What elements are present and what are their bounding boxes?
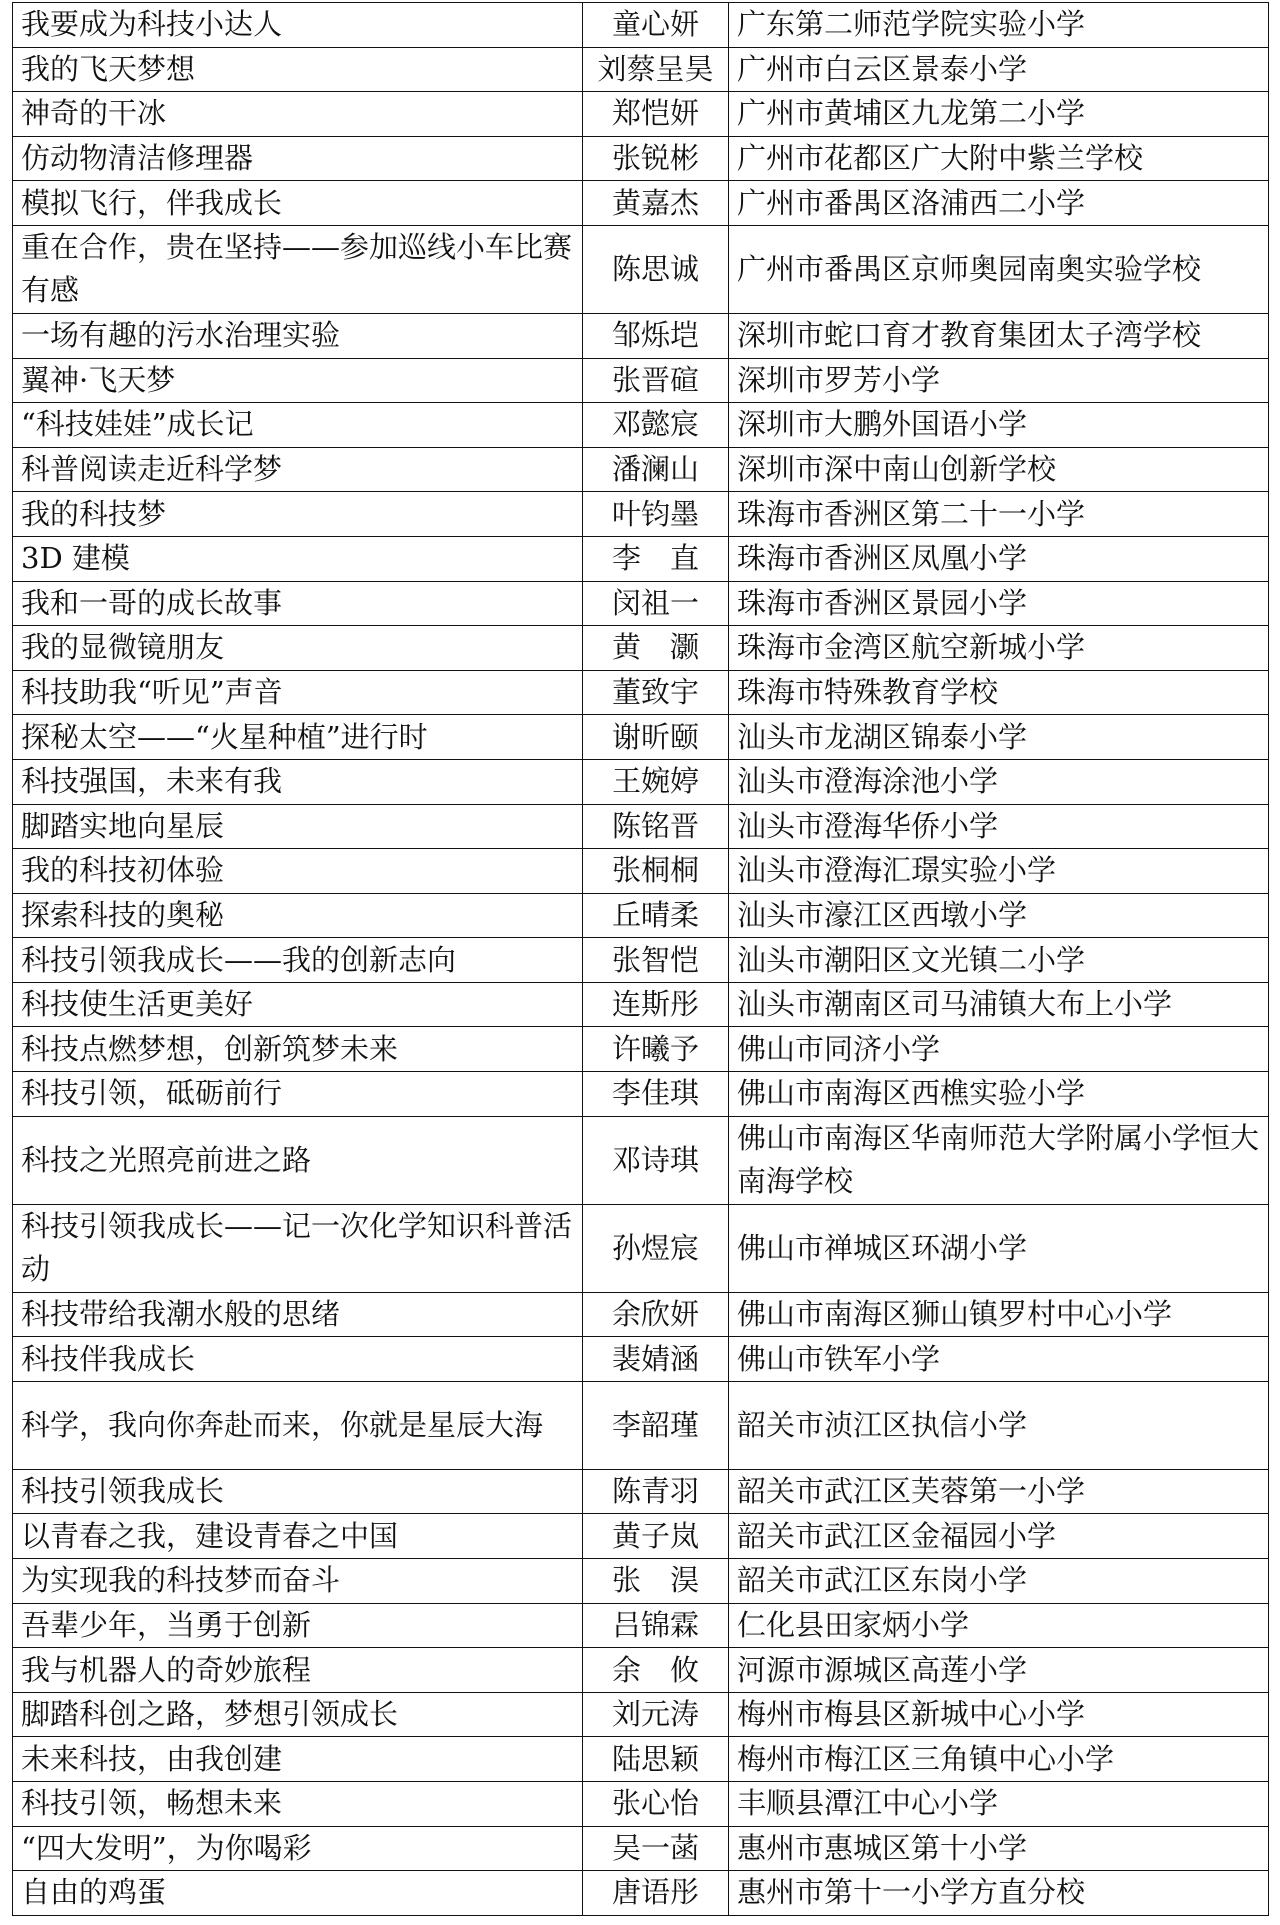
table-row — [13, 1603, 1269, 1648]
author-cell: 张锐彬 — [583, 136, 729, 181]
school-cell: 深圳市大鹏外国语小学 — [729, 403, 1269, 448]
author-cell: 张心怡 — [583, 1782, 729, 1827]
school-cell: 汕头市潮阳区文光镇二小学 — [729, 938, 1269, 983]
title-cell: 神奇的干冰 — [13, 92, 583, 137]
author-cell: 陈思诚 — [583, 225, 729, 313]
school-cell: 丰顺县潭江中心小学 — [729, 1782, 1269, 1827]
title-cell: 我的科技初体验 — [13, 849, 583, 894]
author-cell: 邓懿宸 — [583, 403, 729, 448]
table-row — [13, 759, 1269, 804]
author-cell: 黄子岚 — [583, 1514, 729, 1559]
author-cell: 吴一菡 — [583, 1826, 729, 1871]
school-cell: 汕头市澄海华侨小学 — [729, 804, 1269, 849]
title-cell: 科技引领我成长——我的创新志向 — [13, 938, 583, 983]
school-cell: 汕头市澄海涂池小学 — [729, 759, 1269, 804]
title-cell: 探秘太空——“火星种植”进行时 — [13, 715, 583, 760]
table-row — [13, 1871, 1269, 1916]
author-cell: 孙煜宸 — [583, 1204, 729, 1292]
table-row — [13, 3, 1269, 48]
school-cell: 汕头市潮南区司马浦镇大布上小学 — [729, 982, 1269, 1027]
school-cell: 梅州市梅县区新城中心小学 — [729, 1692, 1269, 1737]
author-cell: 王婉婷 — [583, 759, 729, 804]
author-cell: 陆思颖 — [583, 1737, 729, 1782]
school-cell: 广州市花都区广大附中紫兰学校 — [729, 136, 1269, 181]
title-cell: 我的科技梦 — [13, 492, 583, 537]
title-cell: 科技之光照亮前进之路 — [13, 1116, 583, 1204]
table-row — [13, 358, 1269, 403]
table-row — [13, 1782, 1269, 1827]
table-row — [13, 938, 1269, 983]
table-row — [13, 403, 1269, 448]
table-row — [13, 536, 1269, 581]
school-cell: 佛山市禅城区环湖小学 — [729, 1204, 1269, 1292]
school-cell: 广州市黄埔区九龙第二小学 — [729, 92, 1269, 137]
school-cell: 韶关市武江区芙蓉第一小学 — [729, 1469, 1269, 1514]
table-row — [13, 1514, 1269, 1559]
table-row — [13, 849, 1269, 894]
table-row — [13, 1648, 1269, 1693]
table-row — [13, 1737, 1269, 1782]
table-row — [13, 1072, 1269, 1117]
title-cell: 仿动物清洁修理器 — [13, 136, 583, 181]
award-list-table — [12, 2, 1269, 1916]
author-cell: 陈铭晋 — [583, 804, 729, 849]
author-cell: 张桐桐 — [583, 849, 729, 894]
title-cell: 翼神·飞天梦 — [13, 358, 583, 403]
title-cell: 我和一哥的成长故事 — [13, 581, 583, 626]
table-row — [13, 92, 1269, 137]
title-cell: 科技使生活更美好 — [13, 982, 583, 1027]
title-cell: 重在合作，贵在坚持——参加巡线小车比赛有感 — [13, 225, 583, 313]
table-row — [13, 492, 1269, 537]
table-row — [13, 1469, 1269, 1514]
school-cell: 深圳市罗芳小学 — [729, 358, 1269, 403]
school-cell: 韶关市武江区金福园小学 — [729, 1514, 1269, 1559]
title-cell: 科技引领我成长 — [13, 1469, 583, 1514]
title-cell: 脚踏科创之路，梦想引领成长 — [13, 1692, 583, 1737]
author-cell: 童心妍 — [583, 3, 729, 48]
title-cell: 我的显微镜朋友 — [13, 626, 583, 671]
school-cell: 佛山市南海区华南师范大学附属小学恒大南海学校 — [729, 1116, 1269, 1204]
author-cell: 陈青羽 — [583, 1469, 729, 1514]
table-row — [13, 1204, 1269, 1292]
school-cell: 珠海市特殊教育学校 — [729, 670, 1269, 715]
table-row — [13, 181, 1269, 226]
table-row — [13, 313, 1269, 358]
title-cell: 科技强国，未来有我 — [13, 759, 583, 804]
table-row — [13, 225, 1269, 313]
title-cell: 一场有趣的污水治理实验 — [13, 313, 583, 358]
table-row — [13, 1116, 1269, 1204]
author-cell: 裴婧涵 — [583, 1337, 729, 1382]
author-cell: 李佳琪 — [583, 1072, 729, 1117]
title-cell: 科技伴我成长 — [13, 1337, 583, 1382]
author-cell: 潘澜山 — [583, 447, 729, 492]
school-cell: 韶关市武江区东岗小学 — [729, 1559, 1269, 1604]
author-cell: 李 直 — [583, 536, 729, 581]
school-cell: 珠海市香洲区景园小学 — [729, 581, 1269, 626]
school-cell: 汕头市龙湖区锦泰小学 — [729, 715, 1269, 760]
author-cell: 丘晴柔 — [583, 893, 729, 938]
title-cell: 以青春之我，建设青春之中国 — [13, 1514, 583, 1559]
author-cell: 余欣妍 — [583, 1292, 729, 1337]
school-cell: 韶关市浈江区执信小学 — [729, 1381, 1269, 1469]
author-cell: 郑恺妍 — [583, 92, 729, 137]
author-cell: 李韶瑾 — [583, 1381, 729, 1469]
title-cell: “科技娃娃”成长记 — [13, 403, 583, 448]
school-cell: 惠州市第十一小学方直分校 — [729, 1871, 1269, 1916]
table-row — [13, 626, 1269, 671]
title-cell: 科技引领我成长——记一次化学知识科普活动 — [13, 1204, 583, 1292]
author-cell: 黄嘉杰 — [583, 181, 729, 226]
title-cell: 模拟飞行，伴我成长 — [13, 181, 583, 226]
title-cell: 我要成为科技小达人 — [13, 3, 583, 48]
school-cell: 佛山市铁军小学 — [729, 1337, 1269, 1382]
author-cell: 邓诗琪 — [583, 1116, 729, 1204]
table-row — [13, 670, 1269, 715]
author-cell: 董致宇 — [583, 670, 729, 715]
author-cell: 余 攸 — [583, 1648, 729, 1693]
title-cell: 3D 建模 — [13, 536, 583, 581]
title-cell: 科技带给我潮水般的思绪 — [13, 1292, 583, 1337]
table-row — [13, 47, 1269, 92]
school-cell: 汕头市濠江区西墩小学 — [729, 893, 1269, 938]
school-cell: 仁化县田家炳小学 — [729, 1603, 1269, 1648]
author-cell: 刘蔡呈昊 — [583, 47, 729, 92]
school-cell: 梅州市梅江区三角镇中心小学 — [729, 1737, 1269, 1782]
school-cell: 深圳市蛇口育才教育集团太子湾学校 — [729, 313, 1269, 358]
title-cell: 脚踏实地向星辰 — [13, 804, 583, 849]
school-cell: 珠海市香洲区第二十一小学 — [729, 492, 1269, 537]
title-cell: 为实现我的科技梦而奋斗 — [13, 1559, 583, 1604]
table-row — [13, 1027, 1269, 1072]
title-cell: 我与机器人的奇妙旅程 — [13, 1648, 583, 1693]
school-cell: 珠海市金湾区航空新城小学 — [729, 626, 1269, 671]
title-cell: 未来科技，由我创建 — [13, 1737, 583, 1782]
table-row — [13, 1826, 1269, 1871]
school-cell: 佛山市南海区西樵实验小学 — [729, 1072, 1269, 1117]
table-row — [13, 447, 1269, 492]
school-cell: 佛山市南海区狮山镇罗村中心小学 — [729, 1292, 1269, 1337]
table-row — [13, 715, 1269, 760]
title-cell: 科普阅读走近科学梦 — [13, 447, 583, 492]
school-cell: 河源市源城区高莲小学 — [729, 1648, 1269, 1693]
school-cell: 汕头市澄海汇璟实验小学 — [729, 849, 1269, 894]
table-row — [13, 1692, 1269, 1737]
title-cell: 科技引领，畅想未来 — [13, 1782, 583, 1827]
school-cell: 珠海市香洲区凤凰小学 — [729, 536, 1269, 581]
author-cell: 闵祖一 — [583, 581, 729, 626]
table-row — [13, 1381, 1269, 1469]
author-cell: 叶钧墨 — [583, 492, 729, 537]
table-row — [13, 893, 1269, 938]
school-cell: 广州市番禺区洛浦西二小学 — [729, 181, 1269, 226]
school-cell: 广东第二师范学院实验小学 — [729, 3, 1269, 48]
table-row — [13, 136, 1269, 181]
author-cell: 黄 灏 — [583, 626, 729, 671]
school-cell: 深圳市深中南山创新学校 — [729, 447, 1269, 492]
table-row — [13, 581, 1269, 626]
title-cell: “四大发明”，为你喝彩 — [13, 1826, 583, 1871]
title-cell: 我的飞天梦想 — [13, 47, 583, 92]
school-cell: 佛山市同济小学 — [729, 1027, 1269, 1072]
title-cell: 科技点燃梦想，创新筑梦未来 — [13, 1027, 583, 1072]
school-cell: 广州市番禺区京师奥园南奥实验学校 — [729, 225, 1269, 313]
table-row — [13, 1559, 1269, 1604]
author-cell: 邹烁垲 — [583, 313, 729, 358]
title-cell: 吾辈少年，当勇于创新 — [13, 1603, 583, 1648]
author-cell: 连斯彤 — [583, 982, 729, 1027]
author-cell: 刘元涛 — [583, 1692, 729, 1737]
title-cell: 探索科技的奥秘 — [13, 893, 583, 938]
table-row — [13, 1337, 1269, 1382]
title-cell: 科学，我向你奔赴而来，你就是星辰大海 — [13, 1381, 583, 1469]
school-cell: 惠州市惠城区第十小学 — [729, 1826, 1269, 1871]
author-cell: 张晋碹 — [583, 358, 729, 403]
author-cell: 唐语彤 — [583, 1871, 729, 1916]
author-cell: 张智恺 — [583, 938, 729, 983]
school-cell: 广州市白云区景泰小学 — [729, 47, 1269, 92]
author-cell: 许曦予 — [583, 1027, 729, 1072]
table-row — [13, 804, 1269, 849]
table-row — [13, 1292, 1269, 1337]
author-cell: 张 淏 — [583, 1559, 729, 1604]
author-cell: 谢昕颐 — [583, 715, 729, 760]
author-cell: 吕锦霖 — [583, 1603, 729, 1648]
title-cell: 自由的鸡蛋 — [13, 1871, 583, 1916]
table-row — [13, 982, 1269, 1027]
table-body — [13, 3, 1269, 1916]
title-cell: 科技助我“听见”声音 — [13, 670, 583, 715]
title-cell: 科技引领，砥砺前行 — [13, 1072, 583, 1117]
